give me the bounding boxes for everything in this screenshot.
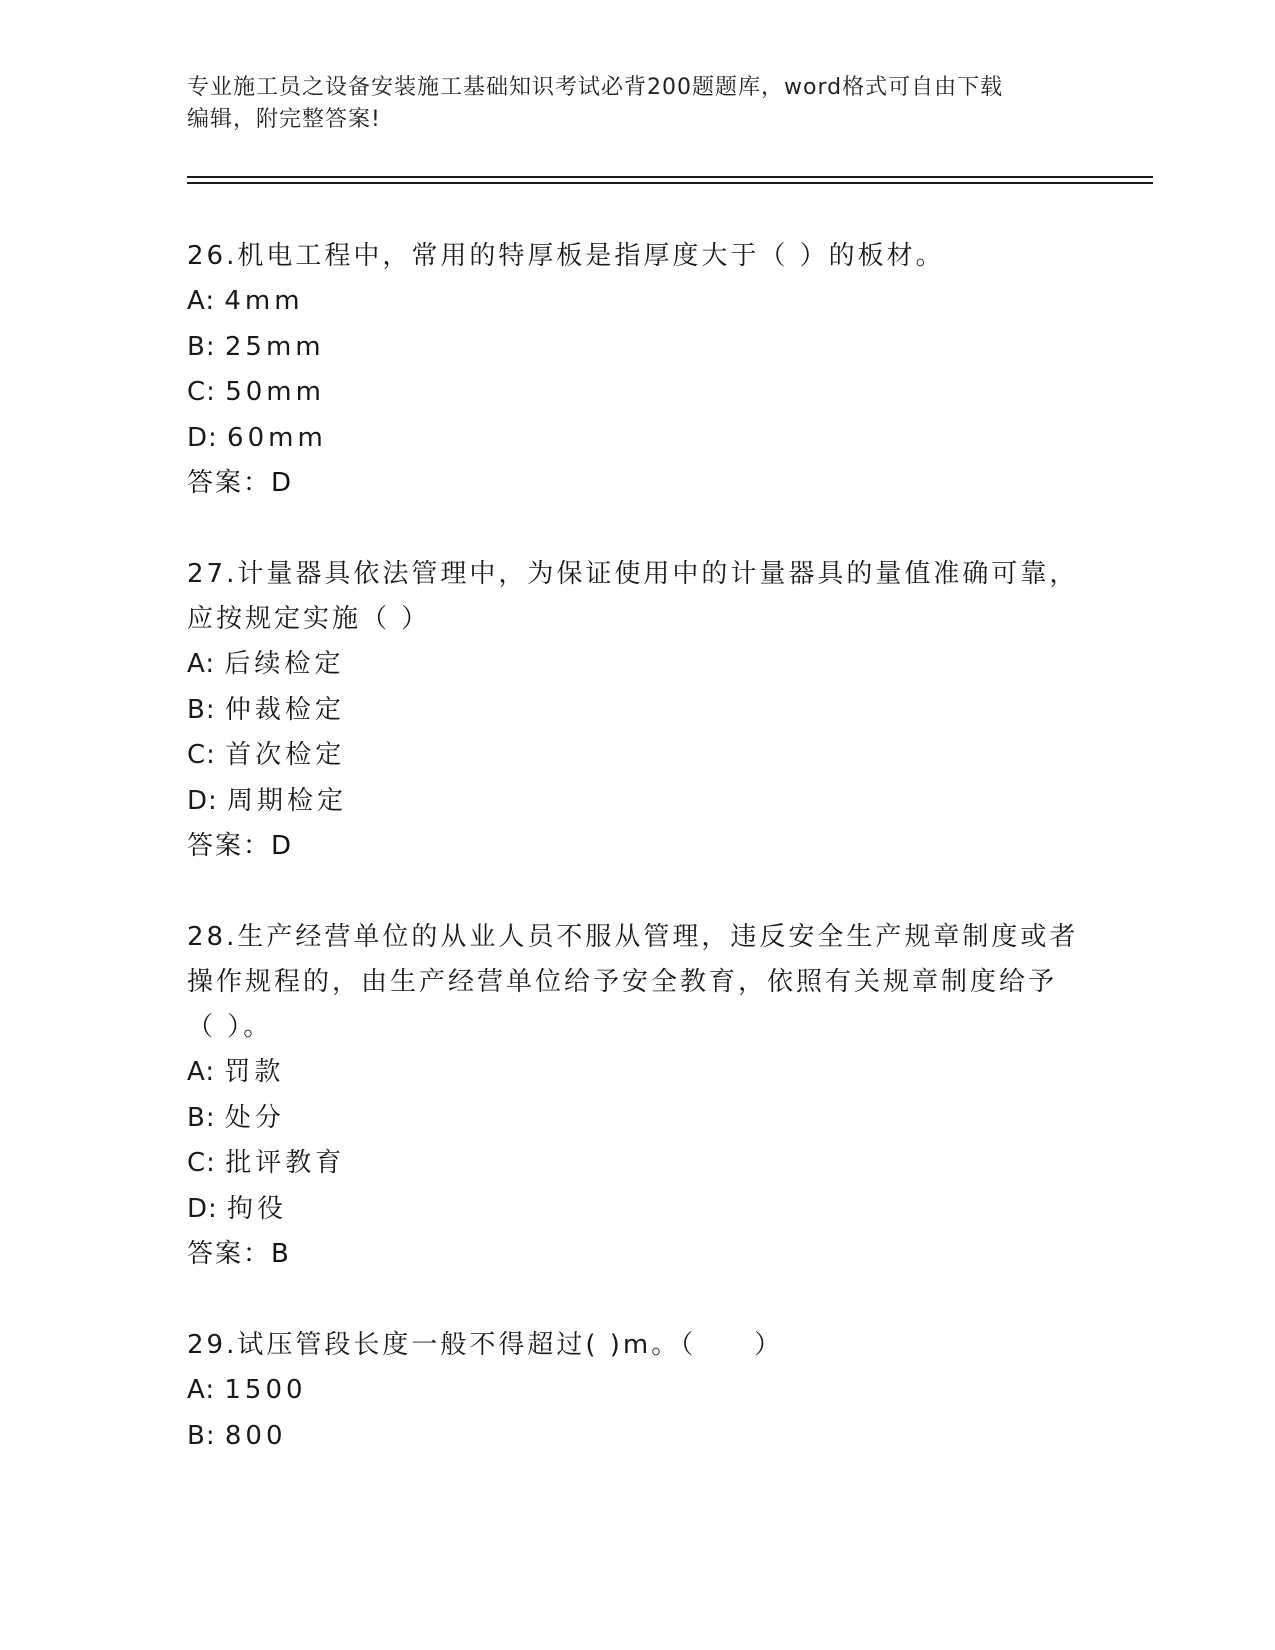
question-item bbox=[187, 915, 1087, 1276]
question-text-line: 27.计量器具依法管理中，为保证使用中的计量器具的量值准确可靠， bbox=[187, 559, 1079, 589]
option-value: 仲裁检定 bbox=[224, 694, 345, 725]
answer-option bbox=[187, 370, 1087, 416]
header-line-2: 编辑，附完整答案! bbox=[187, 107, 381, 132]
question-text-line: 28.生产经营单位的从业人员不服从管理，违反安全生产规章制度或者 bbox=[187, 922, 1079, 952]
question-item bbox=[187, 552, 1087, 868]
document-header bbox=[187, 72, 1067, 136]
option-label: A: bbox=[187, 286, 216, 316]
answer-option bbox=[187, 416, 1087, 462]
option-label: B: bbox=[187, 1102, 216, 1133]
option-label: C: bbox=[187, 1148, 216, 1178]
option-label: C: bbox=[187, 377, 216, 407]
option-value: 800 bbox=[224, 1420, 287, 1451]
question-item bbox=[187, 1323, 1087, 1459]
option-label: D: bbox=[187, 1193, 218, 1224]
option-value: 后续检定 bbox=[224, 649, 345, 679]
answer-option bbox=[187, 779, 1087, 825]
option-label: B: bbox=[187, 331, 216, 362]
header-divider-bottom bbox=[187, 182, 1153, 184]
option-label: B: bbox=[187, 694, 216, 725]
option-value: 拘役 bbox=[227, 1193, 288, 1224]
option-value: 1500 bbox=[224, 1375, 307, 1405]
header-line-1: 专业施工员之设备安装施工基础知识考试必背200题题库，word格式可自由下载 bbox=[187, 75, 1004, 100]
answer-option bbox=[187, 642, 1087, 688]
header-divider-top bbox=[187, 176, 1153, 178]
question-text-line: 29.试压管段长度一般不得超过( )m。（ ） bbox=[187, 1330, 784, 1360]
option-value: 首次检定 bbox=[225, 740, 346, 770]
option-label: D: bbox=[187, 785, 218, 816]
option-value: 处分 bbox=[224, 1102, 285, 1133]
option-label: C: bbox=[187, 740, 216, 770]
answer-option bbox=[187, 1414, 1087, 1460]
option-value: 周期检定 bbox=[227, 785, 348, 816]
option-value: 批评教育 bbox=[225, 1148, 346, 1178]
question-text-line: （ ）。 bbox=[187, 1012, 273, 1042]
answer-option bbox=[187, 279, 1087, 325]
answer-option bbox=[187, 1368, 1087, 1414]
answer-key: 答案：D bbox=[187, 831, 294, 861]
answer-option bbox=[187, 325, 1087, 371]
option-value: 50mm bbox=[225, 377, 325, 407]
question-text-line: 26.机电工程中，常用的特厚板是指厚度大于（ ）的板材。 bbox=[187, 241, 945, 271]
option-label: B: bbox=[187, 1420, 216, 1451]
option-value: 60mm bbox=[227, 422, 327, 453]
answer-option bbox=[187, 1141, 1087, 1187]
question-text-line: 应按规定实施（ ） bbox=[187, 604, 431, 634]
question-item bbox=[187, 234, 1087, 505]
question-text-line: 操作规程的，由生产经营单位给予安全教育，依照有关规章制度给予 bbox=[187, 967, 1058, 997]
option-label: A: bbox=[187, 649, 216, 679]
option-value: 25mm bbox=[224, 331, 325, 362]
answer-option bbox=[187, 1096, 1087, 1142]
option-label: D: bbox=[187, 422, 218, 453]
question-list bbox=[187, 234, 1087, 1506]
answer-option bbox=[187, 688, 1087, 734]
answer-key: 答案：B bbox=[187, 1239, 291, 1269]
option-label: A: bbox=[187, 1375, 216, 1405]
answer-key: 答案：D bbox=[187, 468, 294, 498]
answer-option bbox=[187, 1187, 1087, 1233]
option-value: 4mm bbox=[224, 286, 304, 316]
answer-option bbox=[187, 733, 1087, 779]
answer-option bbox=[187, 1050, 1087, 1096]
option-label: A: bbox=[187, 1057, 216, 1087]
option-value: 罚款 bbox=[224, 1057, 285, 1087]
